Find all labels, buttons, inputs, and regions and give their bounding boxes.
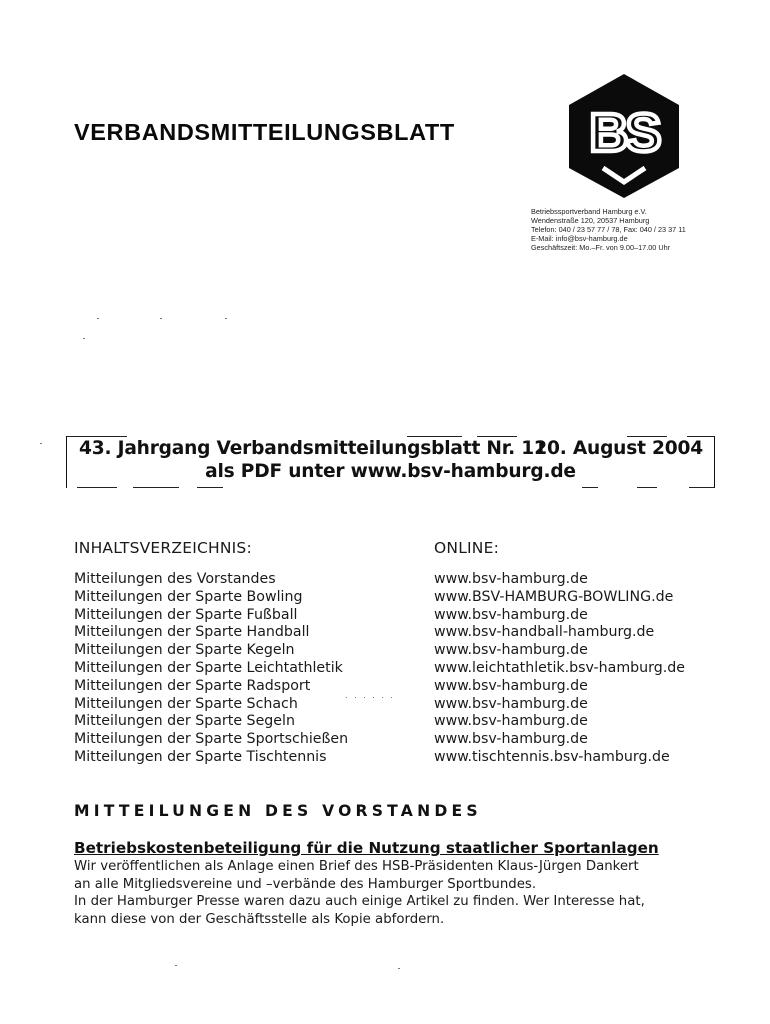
masthead-title: VERBANDSMITTEILUNGSBLATT bbox=[74, 119, 455, 145]
online-link: www.bsv-hamburg.de bbox=[434, 642, 588, 659]
toc-item: Mitteilungen der Sparte Segeln bbox=[74, 713, 295, 730]
online-link: www.bsv-handball-hamburg.de bbox=[434, 624, 655, 641]
scan-speck bbox=[40, 443, 42, 444]
section-heading: MITTEILUNGEN DES VORSTANDES bbox=[74, 802, 482, 820]
online-link: www.bsv-hamburg.de bbox=[434, 677, 588, 694]
toc-item: Mitteilungen der Sparte Bowling bbox=[74, 588, 303, 605]
banner-pdf-line: als PDF unter www.bsv-hamburg.de bbox=[205, 461, 576, 482]
contact-phone: Telefon: 040 / 23 57 77 / 78, Fax: 040 / 23 37 11 bbox=[531, 225, 686, 235]
scan-speck bbox=[225, 318, 227, 319]
toc-item: Mitteilungen der Sparte Schach bbox=[74, 695, 298, 712]
toc-item: Mitteilungen der Sparte Kegeln bbox=[74, 642, 295, 659]
contact-address: Wendenstraße 120, 20537 Hamburg bbox=[531, 216, 650, 226]
contact-email: E-Mail: info@bsv-hamburg.de bbox=[531, 234, 628, 244]
contact-block bbox=[531, 207, 761, 252]
online-link: www.bsv-hamburg.de bbox=[434, 713, 588, 730]
logo-lettering: BS bbox=[589, 103, 659, 163]
online-link: www.bsv-hamburg.de bbox=[434, 695, 588, 712]
article-line: Wir veröffentlichen als Anlage einen Brief des HSB-Präsidenten Klaus-Jürgen Dankert bbox=[74, 859, 639, 874]
issue-number: 43. Jahrgang Verbandsmitteilungsblatt Nr. 11 bbox=[79, 438, 547, 459]
table-of-contents bbox=[74, 539, 414, 767]
online-links bbox=[434, 539, 754, 767]
scan-speck bbox=[83, 338, 85, 339]
banner-bottom-rule bbox=[77, 487, 117, 488]
article-title: Betriebskostenbeteiligung für die Nutzung staatlicher Sportanlagen bbox=[74, 839, 659, 857]
toc-item: Mitteilungen der Sparte Tischtennis bbox=[74, 748, 327, 765]
scan-speck bbox=[160, 318, 162, 319]
toc-heading: INHALTSVERZEICHNIS: bbox=[74, 539, 252, 557]
online-link: www.bsv-hamburg.de bbox=[434, 731, 588, 748]
online-link: www.leichtathletik.bsv-hamburg.de bbox=[434, 659, 686, 676]
scan-speck bbox=[97, 318, 99, 319]
scan-speck bbox=[175, 965, 177, 966]
banner-bottom-rule bbox=[689, 487, 714, 488]
online-link: www.bsv-hamburg.de bbox=[434, 606, 588, 623]
online-link: www.BSV-HAMBURG-BOWLING.de bbox=[434, 588, 674, 605]
article-body bbox=[74, 858, 714, 929]
contact-hours: Geschäftszeit: Mo.–Fr. von 9.00–17.00 Uhr bbox=[531, 243, 671, 253]
toc-item: Mitteilungen der Sparte Fußball bbox=[74, 606, 298, 623]
online-link: www.bsv-hamburg.de bbox=[434, 571, 588, 587]
contact-org: Betriebssportverband Hamburg e.V. bbox=[531, 207, 647, 216]
bsv-logo bbox=[566, 72, 682, 200]
issue-date: 20. August 2004 bbox=[534, 438, 703, 459]
toc-item: Mitteilungen der Sparte Handball bbox=[74, 624, 310, 641]
issue-banner bbox=[66, 436, 715, 488]
scan-speck bbox=[398, 968, 400, 969]
banner-issue-line bbox=[79, 438, 703, 459]
scan-dots: . . . . . . bbox=[345, 691, 395, 700]
toc-item: Mitteilungen der Sparte Sportschießen bbox=[74, 731, 349, 748]
online-heading: ONLINE: bbox=[434, 539, 500, 557]
toc-item: Mitteilungen des Vorstandes bbox=[74, 571, 276, 587]
banner-bottom-rule bbox=[637, 487, 657, 488]
article-line: an alle Mitgliedsvereine und –verbände des Hamburger Sportbundes. bbox=[74, 876, 537, 892]
banner-bottom-rule bbox=[133, 487, 179, 488]
article-line: In der Hamburger Presse waren dazu auch einige Artikel zu finden. Wer Interesse hat, bbox=[74, 894, 645, 910]
online-link: www.tischtennis.bsv-hamburg.de bbox=[434, 748, 670, 765]
toc-item: Mitteilungen der Sparte Leichtathletik bbox=[74, 659, 343, 676]
toc-item: Mitteilungen der Sparte Radsport bbox=[74, 677, 311, 694]
banner-bottom-rule bbox=[582, 487, 598, 488]
banner-bottom-rule bbox=[197, 487, 223, 488]
article-line: kann diese von der Geschäftsstelle als Kopie abfordern. bbox=[74, 912, 445, 928]
